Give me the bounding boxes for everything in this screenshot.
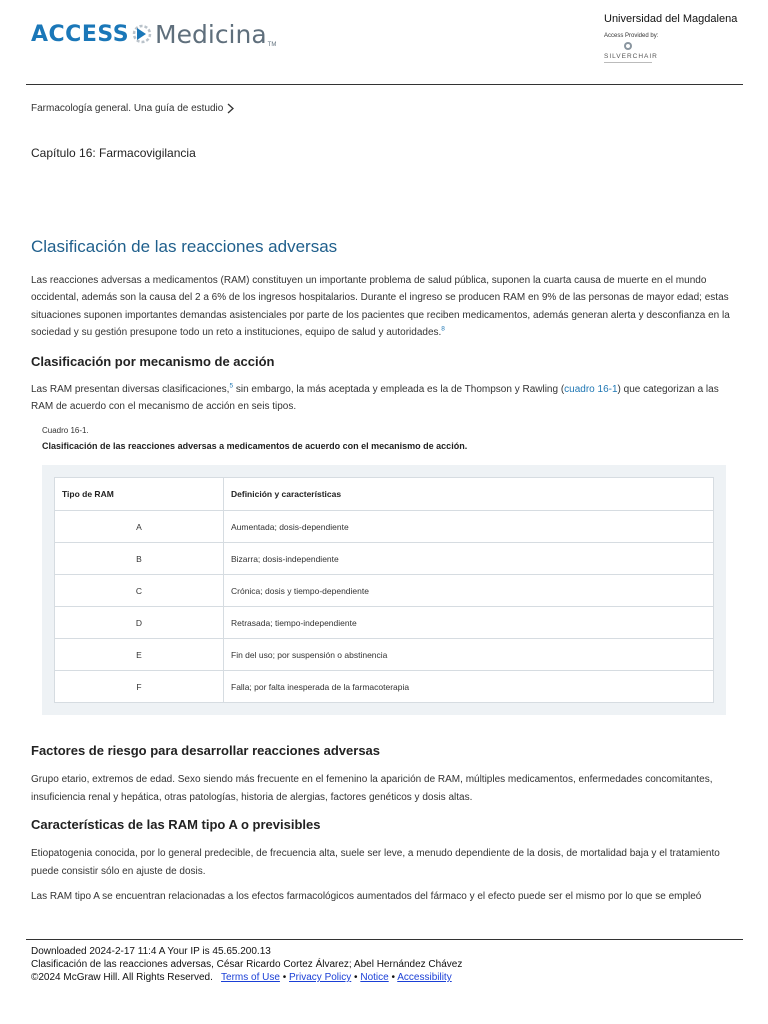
download-info: Downloaded 2024-2-17 11:4 A Your IP is 45.65.200.13	[31, 946, 271, 957]
legal-line	[31, 971, 462, 984]
article-content	[31, 233, 737, 905]
cell-tipo: A	[55, 511, 224, 543]
logo-gear-arrow-icon	[131, 23, 153, 45]
citation-line: Clasificación de las reacciones adversas, César Ricardo Cortez Álvarez; Abel Hernández Chávez	[31, 959, 463, 970]
table-header-row	[55, 478, 714, 511]
notice-link[interactable]: Notice	[360, 972, 389, 983]
copyright-text: ©2024 McGraw Hill. All Rights Reserved.	[31, 972, 213, 983]
cell-definicion: Fin del uso; por suspensión o abstinencia	[224, 639, 714, 671]
cell-tipo: F	[55, 671, 224, 703]
table-label: Cuadro 16-1.	[42, 426, 89, 436]
table-caption: Clasificación de las reacciones adversas a medicamentos de acuerdo con el mecanismo de acción.	[42, 441, 468, 452]
reference-link[interactable]: 8	[441, 325, 445, 333]
separator: •	[282, 972, 287, 983]
access-provided-label: Access Provided by:	[604, 33, 659, 39]
column-header-definicion: Definición y características	[224, 478, 714, 511]
page-header	[0, 0, 768, 85]
mechanism-text-2: sin embargo, la más aceptada y empleada es la de Thompson y Rawling (	[233, 383, 565, 395]
accessibility-link[interactable]: Accessibility	[397, 972, 452, 983]
terms-of-use-link[interactable]: Terms of Use	[221, 972, 280, 983]
type-a-paragraph-2: Las RAM tipo A se encuentran relacionadas a los efectos farmacológicos aumentados del fármaco y el efecto puede ser el mismo por lo que se empleó	[31, 891, 702, 903]
logo-trademark: TM	[267, 42, 277, 48]
privacy-policy-link[interactable]: Privacy Policy	[289, 972, 352, 983]
table-row	[55, 607, 714, 639]
separator: •	[354, 972, 358, 983]
cell-definicion: Crónica; dosis y tiempo-dependiente	[224, 575, 714, 607]
mechanism-text-1: Las RAM presentan diversas clasificaciones,	[31, 383, 230, 395]
logo-medicina-text: Medicina	[155, 19, 267, 49]
table-row	[55, 543, 714, 575]
table-row	[55, 575, 714, 607]
logo-access-text: ACCESS	[31, 21, 130, 47]
intro-text: Las reacciones adversas a medicamentos (RAM) constituyen un importante problema de salud pública, suponen la cuarta causa de muerte en el mundo occidental, además son la causa del 2 a 6% de los ingresos hospitalarios. Durante el ingreso se producen RAM en 9% de las personas de mayor edad; estas situaciones suponen importantes demandas asistenciales por parte de los pacientes que reciben medicamentos, además generan alerta y desconfianza en la sociedad y su gestión presupone todo un reto a instituciones, equipo de salud y autoridades.	[31, 275, 730, 339]
table-container	[42, 465, 726, 715]
cell-definicion: Retrasada; tiempo-independiente	[224, 607, 714, 639]
cell-tipo: D	[55, 607, 224, 639]
separator: •	[391, 972, 395, 983]
section-title: Clasificación de las reacciones adversas	[31, 237, 338, 256]
cell-definicion: Bizarra; dosis-independiente	[224, 543, 714, 575]
type-a-paragraph-1: Etiopatogenia conocida, por lo general predecible, de frecuencia alta, suele ser leve, a menudo dependiente de la dosis, de mortalidad baja y el tratamiento puede consistir sólo en ajuste de dosis.	[31, 848, 720, 877]
table-row	[55, 511, 714, 543]
cell-tipo: B	[55, 543, 224, 575]
type-a-heading: Características de las RAM tipo A o previsibles	[31, 817, 321, 833]
mechanism-text-3: ) que categorizan a las RAM de acuerdo con el mecanismo de acción en seis tipos.	[31, 383, 719, 413]
silverchair-logo	[604, 40, 664, 66]
cell-definicion: Falla; por falta inesperada de la farmacoterapia	[224, 671, 714, 703]
table-row	[55, 671, 714, 703]
risk-factors-paragraph: Grupo etario, extremos de edad. Sexo siendo más frecuente en el femenino la aparición de RAM, múltiples medicamentos, enfermedades concomitantes, insuficiencia renal y hepática, otras patologías, historia de alergias, factores genéticos y dosis altas.	[31, 774, 713, 803]
chapter-title: Capítulo 16: Farmacovigilancia	[31, 146, 196, 160]
cell-tipo: E	[55, 639, 224, 671]
reference-link[interactable]: 5	[229, 382, 234, 390]
page-footer	[31, 945, 462, 984]
footer-divider	[26, 939, 743, 940]
table-link[interactable]: cuadro 16-1	[564, 383, 618, 395]
mechanism-paragraph	[31, 381, 737, 416]
intro-paragraph	[31, 272, 737, 342]
silverchair-text: SILVERCHAIR	[604, 53, 658, 60]
cell-tipo: C	[55, 575, 224, 607]
breadcrumb-book-link[interactable]: Farmacología general. Una guía de estudio	[31, 103, 224, 114]
chevron-right-icon	[227, 103, 234, 114]
accessmedicina-logo[interactable]	[31, 14, 276, 54]
table-row	[55, 639, 714, 671]
institution-name: Universidad del Magdalena	[604, 13, 738, 25]
column-header-tipo: Tipo de RAM	[55, 478, 224, 511]
risk-factors-heading: Factores de riesgo para desarrollar reacciones adversas	[31, 743, 381, 759]
header-divider	[26, 84, 743, 85]
breadcrumb[interactable]	[31, 103, 234, 114]
ram-classification-table	[54, 477, 714, 703]
cell-definicion: Aumentada; dosis-dependiente	[224, 511, 714, 543]
silverchair-emblem-icon	[604, 40, 664, 52]
silverchair-underline	[604, 62, 652, 63]
mechanism-heading: Clasificación por mecanismo de acción	[31, 353, 275, 369]
